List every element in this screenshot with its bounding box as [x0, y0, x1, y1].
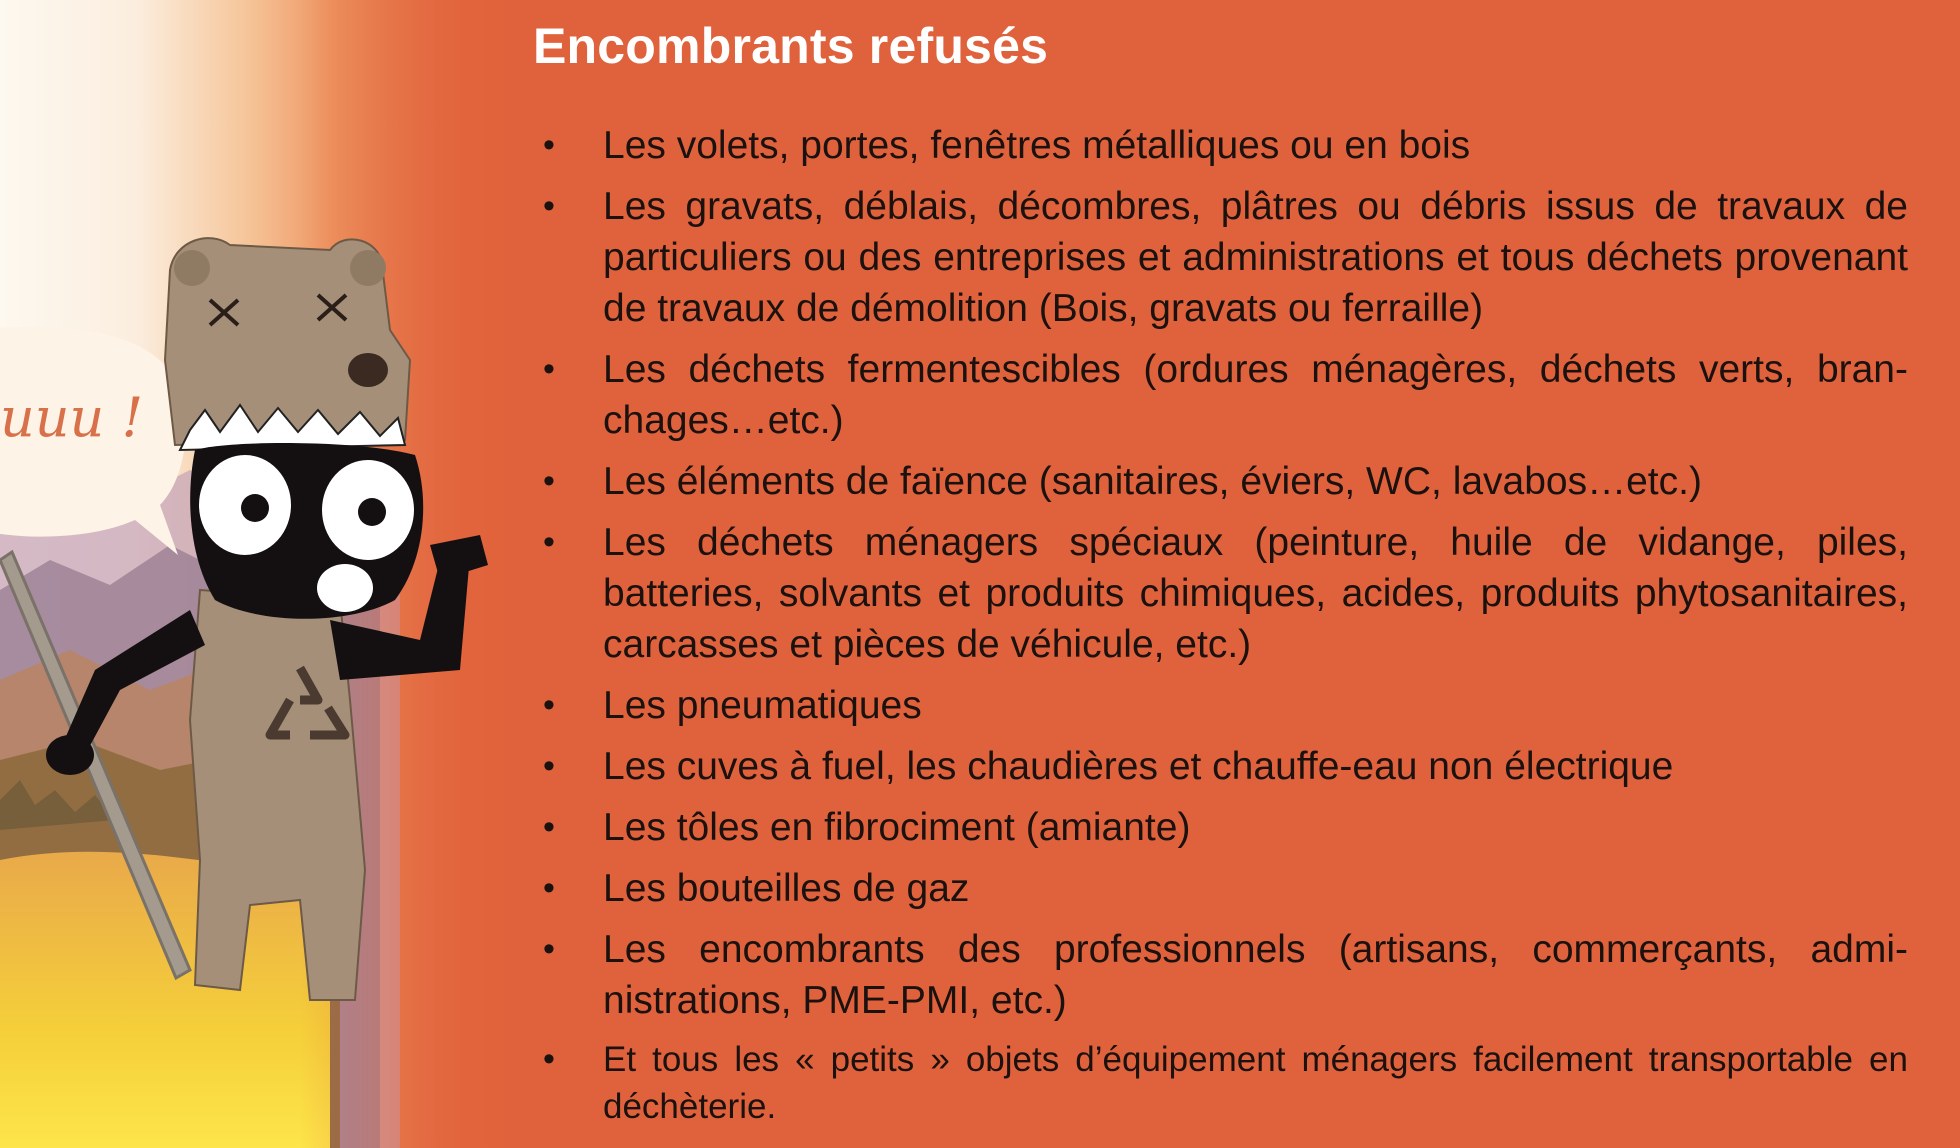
list-item: [533, 741, 1908, 792]
list-item-text: Les cuves à fuel, les chaudières et chauffe-eau non électrique: [603, 745, 1674, 788]
list-item-text: Les déchets fermentescibles (ordures ménagères, déchets verts, branchages…etc.): [603, 348, 1908, 442]
bullet-icon: •: [543, 869, 555, 907]
list-item: [533, 517, 1908, 670]
list-item: [533, 924, 1908, 1026]
refused-items-section: [533, 0, 1913, 1148]
bullet-icon: •: [543, 1040, 555, 1078]
list-item-text: Et tous les « petits » objets d’équipement ménagers facilement transportable en déchèterie.: [603, 1040, 1908, 1126]
bullet-icon: •: [543, 808, 555, 846]
list-item-text: Les encombrants des professionnels (artisans, commerçants, administrations, PME-PMI, etc.): [603, 928, 1908, 1022]
list-item-text: Les pneumatiques: [603, 684, 922, 727]
illustration-panel: [0, 0, 540, 1148]
bullet-icon: •: [543, 462, 555, 500]
bullet-icon: •: [543, 747, 555, 785]
list-item: [533, 344, 1908, 446]
list-item-text: Les déchets ménagers spéciaux (peinture, huile de vidange, piles, batteries, solvants et produits chimiques, acides, produits phytosanitaires, carcasses et pièces de véhicule, etc.): [603, 521, 1908, 666]
refused-items-list: [533, 120, 1908, 1140]
list-item: [533, 1036, 1908, 1130]
list-item: [533, 456, 1908, 507]
bullet-icon: •: [543, 686, 555, 724]
section-title: Encombrants refusés: [533, 18, 1049, 74]
list-item: [533, 181, 1908, 334]
list-item-text: Les éléments de faïence (sanitaires, éviers, WC, lavabos…etc.): [603, 460, 1702, 503]
list-item-text: Les gravats, déblais, décombres, plâtres ou débris issus de travaux de particuliers ou des entreprises et administrations et tous déchets provenant de travaux de démolition (Bois, gravats ou ferraille): [603, 185, 1908, 330]
bullet-icon: •: [543, 930, 555, 968]
bear-mascot-illustration: [0, 0, 540, 1148]
bullet-icon: •: [543, 523, 555, 561]
bullet-icon: •: [543, 126, 555, 164]
list-item: [533, 680, 1908, 731]
list-item-text: Les bouteilles de gaz: [603, 867, 970, 910]
list-item: [533, 863, 1908, 914]
list-item: [533, 120, 1908, 171]
bullet-icon: •: [543, 350, 555, 388]
list-item-text: Les tôles en fibrociment (amiante): [603, 806, 1191, 849]
bullet-icon: •: [543, 187, 555, 225]
list-item-text: Les volets, portes, fenêtres métalliques ou en bois: [603, 124, 1471, 167]
speech-text: uuu !: [0, 386, 144, 449]
list-item: [533, 802, 1908, 853]
